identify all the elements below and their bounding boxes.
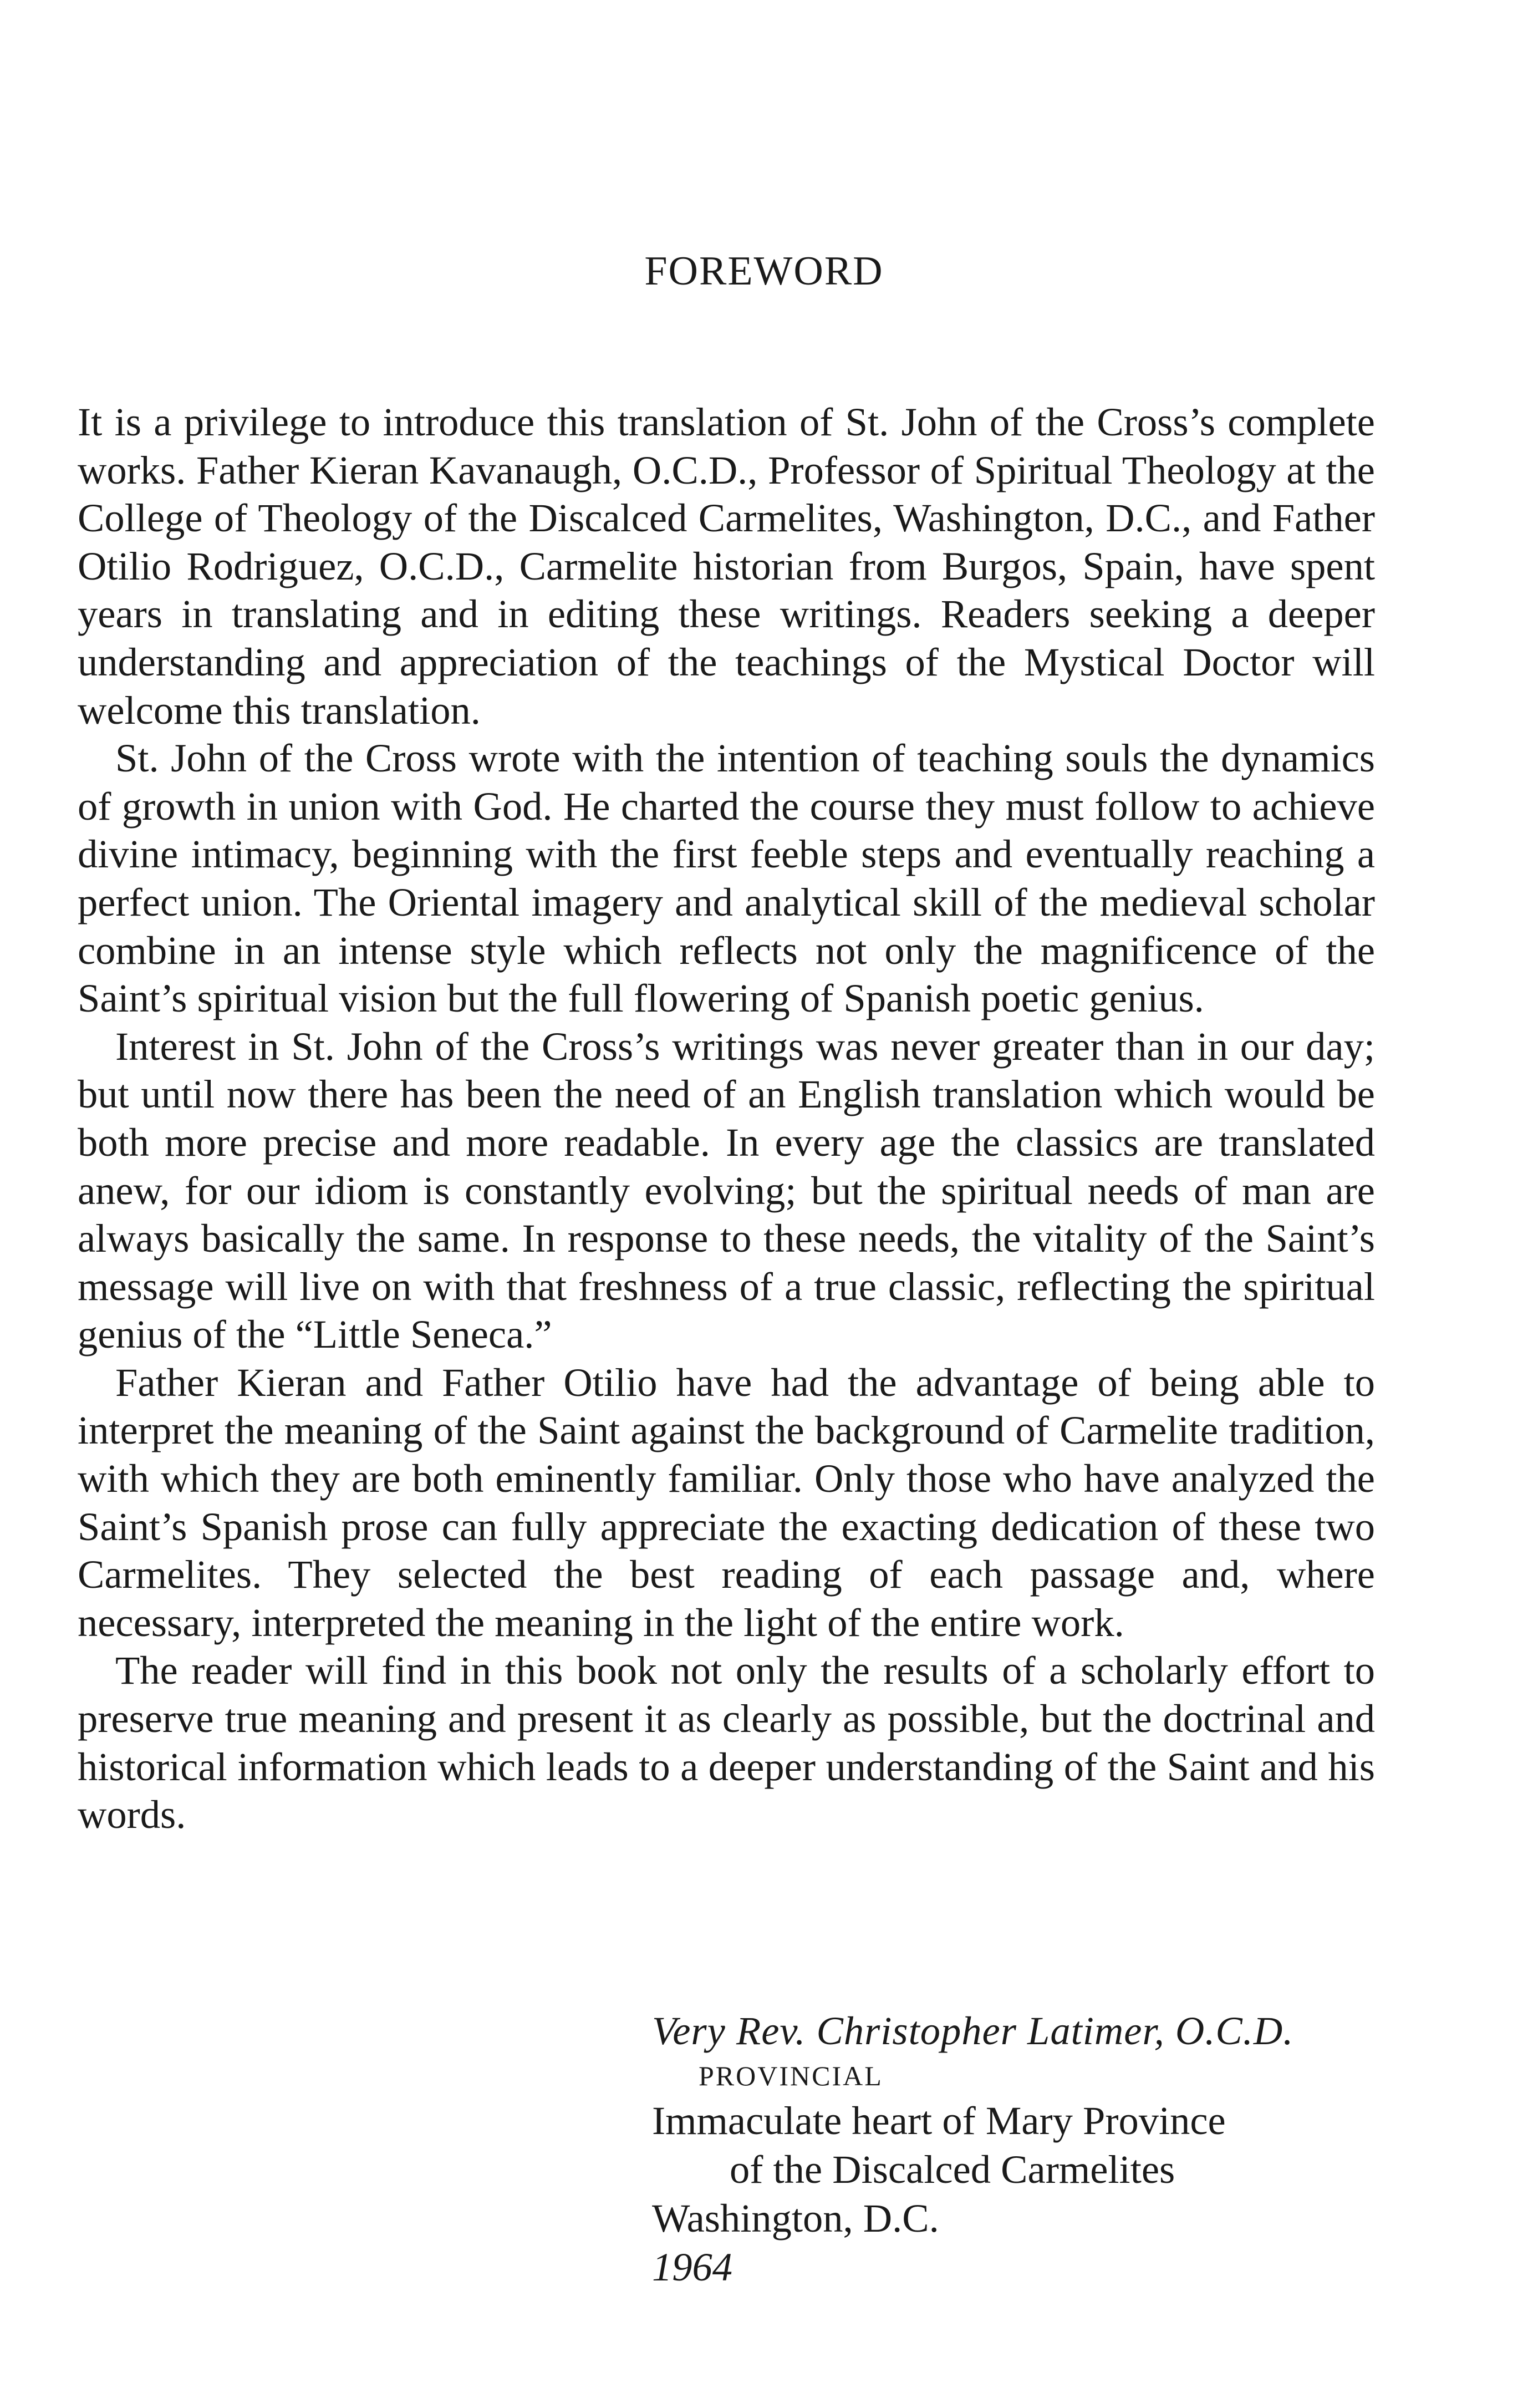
paragraph: It is a privilege to introduce this translation of St. John of the Cross’s complete works. Father Kieran Kavanaugh, O.C.D., Professor of Spiritual Theology at the College of Theology of the Discalced Carmelites, Washington, D.C., and Father Otilio Rodriguez, O.C.D., Carmelite historian from Burgos, Spain, have spent years in translating and in editing these writings. Readers seeking a deeper understanding and appreciation of the teachings of the Mystical Doctor will welcome this translation.	[78, 399, 1375, 733]
signatory-role: PROVINCIAL	[699, 2060, 883, 2091]
paragraph: Father Kieran and Father Otilio have had the advantage of being able to interpret the meaning of the Saint against the background of Carmelite tradition, with which they are both eminently familiar. Only those who have analyzed the Saint’s Spanish prose can fully appreciate the exacting dedication of these two Carmelites. They selected the best reading of each passage and, where necessary, interpreted the meaning in the light of the entire work.	[78, 1359, 1375, 1645]
signatory-organization-continued: of the Discalced Carmelites	[730, 2147, 1175, 2192]
signatory-name: Very Rev. Christopher Latimer, O.C.D.	[652, 2008, 1294, 2053]
paragraph: St. John of the Cross wrote with the intention of teaching souls the dynamics of growth in union with God. He charted the course they must follow to achieve divine intimacy, beginning with the first feeble steps and eventually reaching a perfect union. The Oriental imagery and analytical skill of the medieval scholar combine in an intense style which reflects not only the magnificence of the Saint’s spiritual vision but the full flowering of Spanish poetic genius.	[78, 735, 1375, 1021]
signatory-place: Washington, D.C.	[652, 2196, 939, 2241]
paragraph: Interest in St. John of the Cross’s writings was never greater than in our day; but until now there has been the need of an English translation which would be both more precise and more readable. In every age the classics are translated anew, for our idiom is constantly evolving; but the spiritual needs of man are always basically the same. In response to these needs, the vitality of the Saint’s message will live on with that freshness of a true classic, reflecting the spiritual genius of the “Little Seneca.”	[78, 1023, 1375, 1357]
foreword-body	[78, 398, 1375, 1839]
signatory-organization: Immaculate heart of Mary Province	[652, 2098, 1226, 2143]
page-title: FOREWORD	[644, 248, 884, 294]
signature-year: 1964	[652, 2244, 732, 2289]
paragraph: The reader will find in this book not only the results of a scholarly effort to preserve true meaning and present it as clearly as possible, but the doctrinal and historical information which leads to a deeper understanding of the Saint and his words.	[78, 1648, 1375, 1837]
signature-block	[652, 2006, 1428, 2292]
